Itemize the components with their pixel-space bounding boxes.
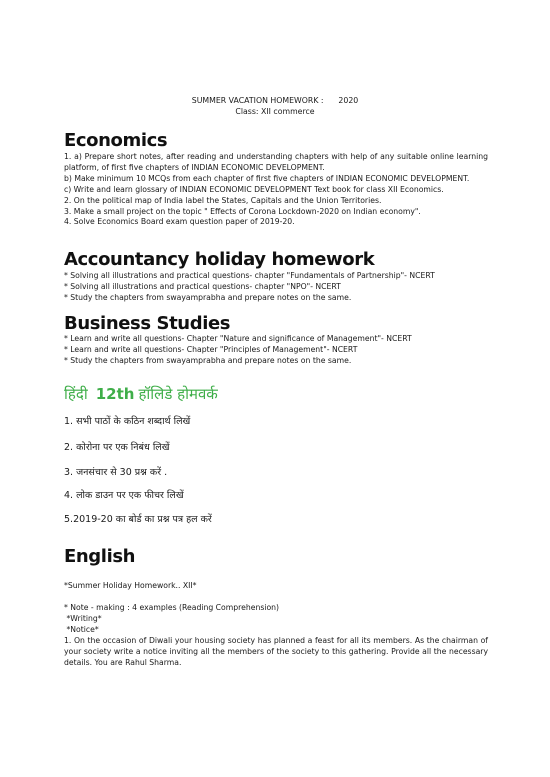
- business-item: * Learn and write all questions- Chapter "Principles of Management"- NCERT: [64, 344, 358, 354]
- accountancy-item: * Solving all illustrations and practical questions- chapter "Fundamentals of Partnership"- NCERT: [64, 271, 435, 280]
- economics-item: b) Make minimum 10 MCQs from each chapter of first five chapters of INDIAN ECONOMIC DEVELOPMENT.: [64, 173, 470, 183]
- business-heading: Business Studies: [64, 313, 231, 334]
- economics-item: c) Write and learn glossary of INDIAN ECONOMIC DEVELOPMENT Text book for class XII Economics.: [64, 184, 444, 194]
- business-item: * Learn and write all questions- Chapter "Nature and significance of Management"- NCERT: [64, 334, 412, 343]
- economics-item: 2. On the political map of India label the States, Capitals and the Union Territories.: [64, 195, 382, 205]
- english-note: * Note - making : 4 examples (Reading Comprehension): [64, 603, 280, 612]
- accountancy-list: [64, 271, 488, 304]
- document-header: [0, 96, 550, 117]
- economics-list: [64, 152, 488, 228]
- hindi-heading: [64, 384, 218, 404]
- hindi-item: 2. कोरोना पर एक निबंध लिखें: [64, 442, 170, 453]
- hindi-heading-title: हॉलिडे होमवर्क: [138, 385, 218, 403]
- hindi-heading-class: 12th: [95, 385, 135, 403]
- business-item: * Study the chapters from swayamprabha and prepare notes on the same.: [64, 355, 352, 365]
- english-subtitle: *Summer Holiday Homework.. XII*: [64, 581, 197, 590]
- header-class: Class: XII commerce: [235, 106, 315, 116]
- economics-item: 1. a) Prepare short notes, after reading and understanding chapters with help of any suitable online learning platform, of first five chapters of INDIAN ECONOMIC DEVELOPMENT.: [64, 152, 488, 172]
- accountancy-item: * Solving all illustrations and practical questions- chapter "NPO"- NCERT: [64, 281, 341, 291]
- hindi-item: 1. सभी पाठों के कठिन शब्दार्थ लिखें: [64, 416, 191, 427]
- accountancy-heading: Accountancy holiday homework: [64, 249, 375, 270]
- english-writing: *Writing*: [64, 613, 102, 623]
- hindi-item: 5.2019-20 का बोर्ड का प्रश्न पत्र हल करें: [64, 514, 212, 525]
- hindi-item: 3. जनसंचार से 30 प्रश्न करें .: [64, 467, 168, 478]
- english-question: 1. On the occasion of Diwali your housing society has planned a feast for all its members. As the chairman of your society write a notice inviting all the members of the society to this gathering. Provide all the necessary details. You are Rahul Sharma.: [64, 635, 488, 667]
- hindi-item: 4. लोक डाउन पर एक फीचर लिखें: [64, 490, 184, 501]
- business-list: [64, 334, 488, 367]
- english-heading: English: [64, 546, 136, 567]
- english-tasks: [64, 603, 488, 668]
- hindi-heading-lang: हिंदी: [64, 385, 88, 403]
- english-notice: *Notice*: [64, 624, 99, 634]
- economics-item: 4. Solve Economics Board exam question paper of 2019-20.: [64, 217, 295, 227]
- economics-heading: Economics: [64, 130, 168, 151]
- economics-item: 3. Make a small project on the topic " Effects of Corona Lockdown-2020 on Indian economy".: [64, 206, 421, 216]
- header-title: SUMMER VACATION HOMEWORK : 2020: [191, 96, 359, 105]
- accountancy-item: * Study the chapters from swayamprabha and prepare notes on the same.: [64, 292, 352, 302]
